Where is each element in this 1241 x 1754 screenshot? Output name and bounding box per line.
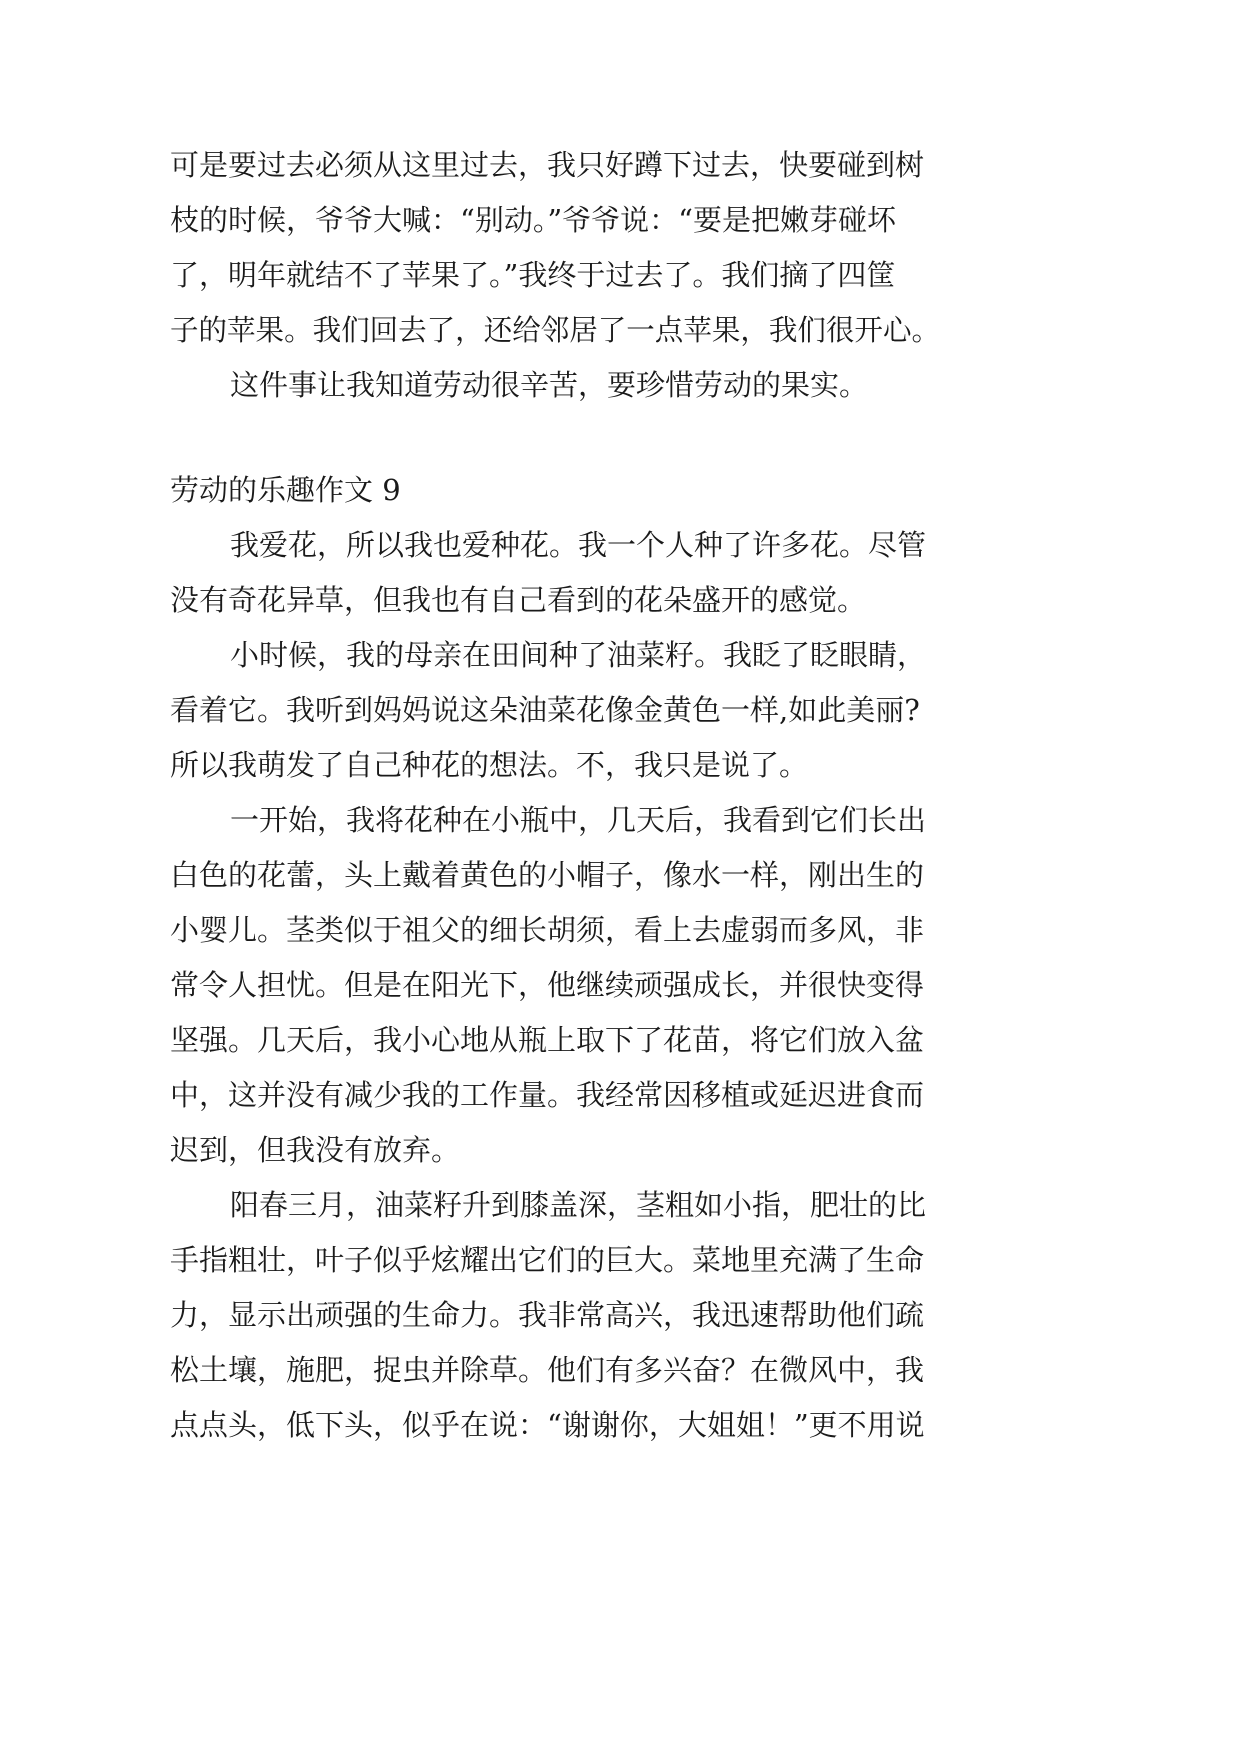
text-line: 白色的花蕾，头上戴着黄色的小帽子，像水一样，刚出生的 [170, 858, 925, 892]
text-line: 了，明年就结不了苹果了。”我终于过去了。我们摘了四筐 [170, 258, 896, 292]
text-line: 坚强。几天后，我小心地从瓶上取下了花苗，将它们放入盆 [170, 1023, 925, 1057]
text-line: 常令人担忧。但是在阳光下，他继续顽强成长，并很快变得 [170, 968, 925, 1002]
text-line: 小婴儿。茎类似于祖父的细长胡须，看上去虚弱而多风，非 [170, 913, 925, 947]
text-line: 一开始，我将花种在小瓶中，几天后，我看到它们长出 [230, 803, 927, 837]
text-line: 我爱花，所以我也爱种花。我一个人种了许多花。尽管 [230, 528, 927, 562]
text-line: 中，这并没有减少我的工作量。我经常因移植或延迟进食而 [170, 1078, 925, 1112]
text-line: 子的苹果。我们回去了，还给邻居了一点苹果，我们很开心。 [170, 313, 940, 347]
text-line: 所以我萌发了自己种花的想法。不，我只是说了。 [170, 748, 809, 782]
text-line: 迟到，但我没有放弃。 [170, 1133, 461, 1167]
text-line: 可是要过去必须从这里过去，我只好蹲下过去，快要碰到树 [170, 148, 925, 182]
text-line: 松土壤，施肥，捉虫并除草。他们有多兴奋？在微风中，我 [170, 1353, 925, 1387]
text-line: 点点头，低下头，似乎在说：“谢谢你，大姐姐！”更不用说 [170, 1408, 925, 1442]
text-line: 看着它。我听到妈妈说这朵油菜花像金黄色一样,如此美丽? [170, 693, 920, 727]
section-heading: 劳动的乐趣作文 9 [170, 473, 401, 507]
text-line: 手指粗壮，叶子似乎炫耀出它们的巨大。菜地里充满了生命 [170, 1243, 925, 1277]
text-line: 没有奇花异草，但我也有自己看到的花朵盛开的感觉。 [170, 583, 867, 617]
text-line: 枝的时候，爷爷大喊：“别动。”爷爷说：“要是把嫩芽碰坏 [170, 203, 896, 237]
text-line: 阳春三月，油菜籽升到膝盖深，茎粗如小指，肥壮的比 [230, 1188, 927, 1222]
text-line: 力，显示出顽强的生命力。我非常高兴，我迅速帮助他们疏 [170, 1298, 925, 1332]
text-line: 小时候，我的母亲在田间种了油菜籽。我眨了眨眼睛， [230, 638, 927, 672]
text-line: 这件事让我知道劳动很辛苦，要珍惜劳动的果实。 [230, 368, 869, 402]
